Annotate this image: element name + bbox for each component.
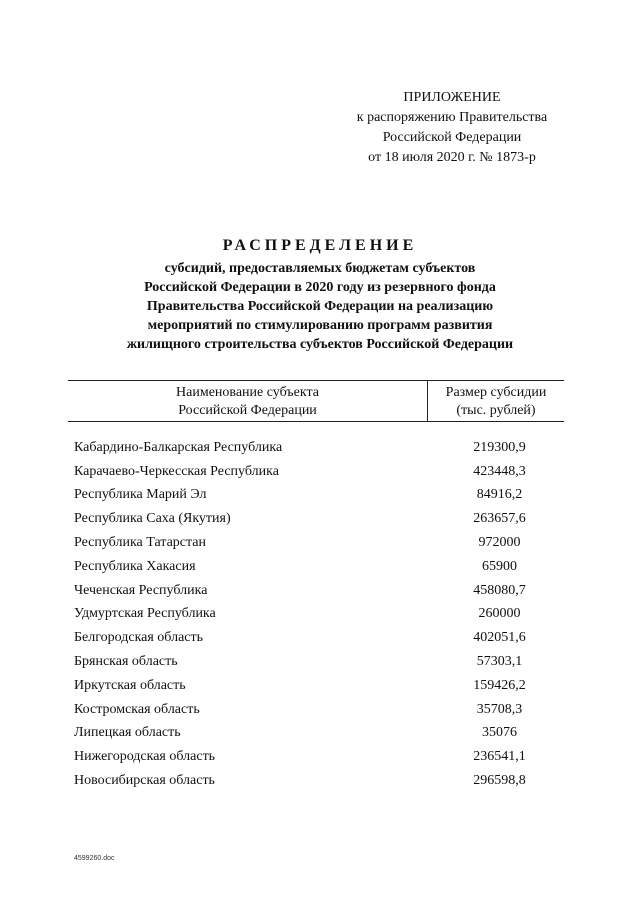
table-body bbox=[68, 436, 564, 793]
row-subject: Республика Саха (Якутия) bbox=[74, 511, 231, 527]
row-amount: 35708,3 bbox=[476, 701, 523, 717]
document-title: РАСПРЕДЕЛЕНИЕ bbox=[222, 237, 418, 254]
heading-line: Правительства Российской Федерации на реализацию bbox=[146, 299, 494, 314]
row-amount: 260000 bbox=[478, 606, 521, 622]
table-row bbox=[68, 579, 564, 603]
table-row bbox=[68, 460, 564, 484]
row-subject: Карачаево-Черкесская Республика bbox=[74, 463, 279, 479]
row-amount: 296598,8 bbox=[473, 773, 526, 789]
table-row bbox=[68, 436, 564, 460]
table-row bbox=[68, 722, 564, 746]
row-subject: Удмуртская Республика bbox=[74, 606, 216, 622]
document-file-id: 4599260.doc bbox=[74, 855, 115, 862]
row-amount: 159426,2 bbox=[473, 677, 526, 693]
row-subject: Костромская область bbox=[74, 701, 200, 717]
table-row bbox=[68, 745, 564, 769]
header-subject-column bbox=[68, 381, 427, 421]
table-row bbox=[68, 555, 564, 579]
header-amount-column bbox=[427, 381, 564, 421]
row-amount: 236541,1 bbox=[473, 749, 526, 765]
appendix-date-number: от 18 июля 2020 г. № 1873-р bbox=[368, 150, 536, 165]
heading-line: жилищного строительства субъектов Российской Федерации bbox=[126, 337, 514, 352]
row-subject: Республика Хакасия bbox=[74, 558, 196, 574]
row-amount: 972000 bbox=[478, 535, 521, 551]
table-header bbox=[68, 381, 564, 422]
table-row bbox=[68, 650, 564, 674]
table-row bbox=[68, 507, 564, 531]
row-subject: Липецкая область bbox=[74, 725, 181, 741]
header-amount-line1: Размер субсидии bbox=[445, 385, 547, 400]
table-row bbox=[68, 674, 564, 698]
heading-line: Российской Федерации в 2020 году из резервного фонда bbox=[144, 280, 496, 295]
row-subject: Чеченская Республика bbox=[74, 582, 208, 598]
appendix-federation: Российской Федерации bbox=[382, 130, 522, 145]
row-subject: Республика Татарстан bbox=[74, 535, 207, 551]
row-amount: 263657,6 bbox=[473, 511, 526, 527]
table-row bbox=[68, 603, 564, 627]
table-row bbox=[68, 531, 564, 555]
row-subject: Республика Марий Эл bbox=[74, 487, 207, 503]
table-row bbox=[68, 769, 564, 793]
header-subject-line1: Наименование субъекта bbox=[176, 385, 319, 400]
row-subject: Брянская область bbox=[74, 654, 178, 670]
header-subject-line2: Российской Федерации bbox=[178, 403, 317, 418]
appendix-order-ref: к распоряжению Правительства bbox=[356, 110, 548, 125]
table-row bbox=[68, 626, 564, 650]
row-subject: Нижегородская область bbox=[74, 749, 216, 765]
appendix-label: ПРИЛОЖЕНИЕ bbox=[403, 90, 501, 105]
row-amount: 423448,3 bbox=[473, 463, 526, 479]
heading-line: субсидий, предоставляемых бюджетам субъектов bbox=[164, 261, 476, 276]
row-amount: 65900 bbox=[482, 558, 517, 574]
row-subject: Новосибирская область bbox=[74, 773, 215, 789]
row-amount: 402051,6 bbox=[473, 630, 526, 646]
row-amount: 219300,9 bbox=[473, 439, 526, 455]
row-amount: 458080,7 bbox=[473, 582, 526, 598]
subsidy-table bbox=[68, 380, 564, 793]
row-amount: 84916,2 bbox=[476, 487, 523, 503]
row-amount: 57303,1 bbox=[476, 654, 523, 670]
appendix-block bbox=[322, 88, 582, 168]
row-amount: 35076 bbox=[482, 725, 517, 741]
row-subject: Белгородская область bbox=[74, 630, 204, 646]
row-subject: Иркутская область bbox=[74, 677, 186, 693]
document-heading bbox=[60, 235, 580, 354]
header-amount-line2: (тыс. рублей) bbox=[456, 403, 536, 418]
heading-line: мероприятий по стимулированию программ развития bbox=[147, 318, 493, 333]
table-row bbox=[68, 698, 564, 722]
table-row bbox=[68, 484, 564, 508]
row-subject: Кабардино-Балкарская Республика bbox=[74, 439, 283, 455]
